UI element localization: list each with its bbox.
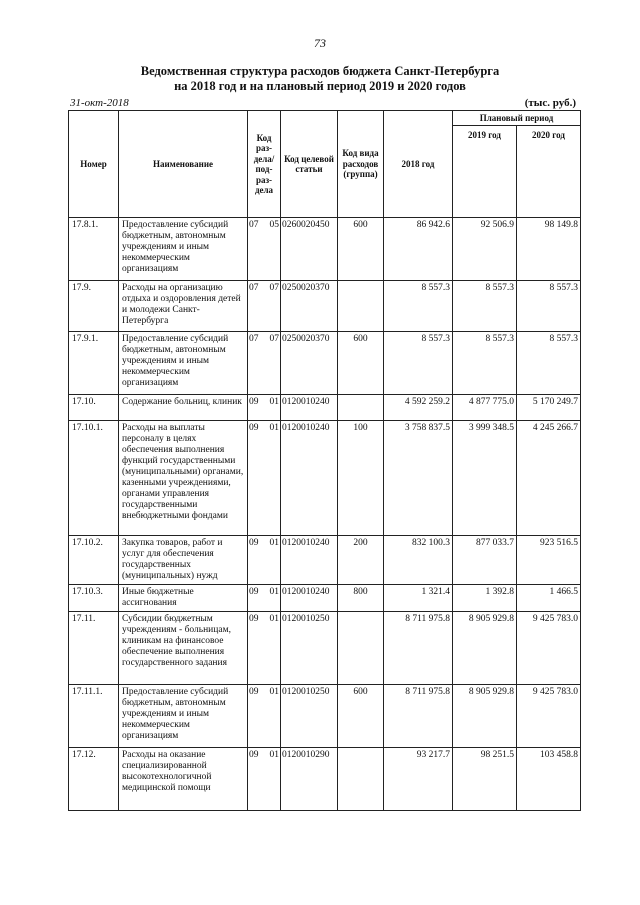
- document-title: [0, 64, 640, 94]
- row-amount-2020: 103 458.8: [517, 748, 581, 811]
- header-2018: 2018 год: [384, 111, 453, 218]
- table-row: [69, 536, 581, 585]
- row-section-code: [248, 395, 281, 421]
- row-section-code: [248, 536, 281, 585]
- row-section-code: [248, 421, 281, 536]
- row-type-code: 600: [338, 685, 384, 748]
- title-line-2: на 2018 год и на плановый период 2019 и 2020 годов: [174, 79, 466, 93]
- row-section-code: [248, 585, 281, 612]
- row-amount-2020: 923 516.5: [517, 536, 581, 585]
- row-amount-2020: 9 425 783.0: [517, 612, 581, 685]
- subsection-code: 01: [269, 397, 279, 407]
- table-row: [69, 395, 581, 421]
- row-section-code: [248, 685, 281, 748]
- row-amount-2019: 8 905 929.8: [453, 612, 517, 685]
- row-type-code: 600: [338, 332, 384, 395]
- row-number: 17.8.1.: [69, 218, 119, 281]
- subsection-code: 07: [269, 334, 279, 344]
- row-number: 17.10.3.: [69, 585, 119, 612]
- table-row: [69, 218, 581, 281]
- section-code: 09: [249, 614, 259, 624]
- row-number: 17.10.1.: [69, 421, 119, 536]
- row-amount-2018: 8 557.3: [384, 281, 453, 332]
- section-code: 09: [249, 397, 259, 407]
- row-number: 17.10.2.: [69, 536, 119, 585]
- subsection-code: 01: [269, 687, 279, 697]
- row-amount-2019: 3 999 348.5: [453, 421, 517, 536]
- row-target-code: 0260020450: [281, 218, 338, 281]
- row-amount-2020: 1 466.5: [517, 585, 581, 612]
- row-target-code: 0120010250: [281, 685, 338, 748]
- row-amount-2019: 1 392.8: [453, 585, 517, 612]
- table-row: [69, 585, 581, 612]
- header-target: Код целевой статьи: [281, 111, 338, 218]
- subsection-code: 07: [269, 283, 279, 293]
- row-target-code: 0120010240: [281, 536, 338, 585]
- table-row: [69, 612, 581, 685]
- row-name: Расходы на выплаты персоналу в целях обеспечения выполнения функций государственными (муниципальными) органами, казенными учреждениями, органами управления государственными внебюджетными фондами: [119, 421, 248, 536]
- row-name: Предоставление субсидий бюджетным, автономным учреждениям и иным некоммерческим организациям: [119, 218, 248, 281]
- table-row: [69, 685, 581, 748]
- row-number: 17.11.1.: [69, 685, 119, 748]
- row-amount-2020: 9 425 783.0: [517, 685, 581, 748]
- row-name: Закупка товаров, работ и услуг для обеспечения государственных (муниципальных) нужд: [119, 536, 248, 585]
- table-header-row: [69, 111, 581, 126]
- row-section-code: [248, 332, 281, 395]
- row-section-code: [248, 281, 281, 332]
- document-date: 31-окт-2018: [70, 97, 129, 109]
- table-row: [69, 421, 581, 536]
- header-2019: 2019 год: [453, 126, 517, 218]
- section-code: 07: [249, 334, 259, 344]
- row-amount-2020: 8 557.3: [517, 281, 581, 332]
- row-section-code: [248, 748, 281, 811]
- row-number: 17.9.: [69, 281, 119, 332]
- table-row: [69, 281, 581, 332]
- table-row: [69, 748, 581, 811]
- row-number: 17.12.: [69, 748, 119, 811]
- row-name: Расходы на оказание специализированной высокотехнологичной медицинской помощи: [119, 748, 248, 811]
- row-target-code: 0120010240: [281, 421, 338, 536]
- row-section-code: [248, 218, 281, 281]
- header-number: Номер: [69, 111, 119, 218]
- title-line-1: Ведомственная структура расходов бюджета Санкт-Петербурга: [140, 64, 500, 78]
- row-amount-2020: 5 170 249.7: [517, 395, 581, 421]
- budget-table: [68, 110, 581, 811]
- row-amount-2018: 8 557.3: [384, 332, 453, 395]
- row-amount-2018: 8 711 975.8: [384, 685, 453, 748]
- row-target-code: 0120010290: [281, 748, 338, 811]
- subsection-code: 05: [269, 220, 279, 230]
- row-amount-2019: 8 557.3: [453, 332, 517, 395]
- section-code: 07: [249, 220, 259, 230]
- units-label: (тыс. руб.): [524, 97, 576, 109]
- subsection-code: 01: [269, 587, 279, 597]
- row-name: Предоставление субсидий бюджетным, автономным учреждениям и иным некоммерческим организациям: [119, 332, 248, 395]
- row-amount-2020: 4 245 266.7: [517, 421, 581, 536]
- header-type: Код вида расходов (группа): [338, 111, 384, 218]
- row-amount-2019: 4 877 775.0: [453, 395, 517, 421]
- row-amount-2018: 86 942.6: [384, 218, 453, 281]
- row-amount-2018: 3 758 837.5: [384, 421, 453, 536]
- section-code: 09: [249, 750, 259, 760]
- row-number: 17.11.: [69, 612, 119, 685]
- row-type-code: 200: [338, 536, 384, 585]
- row-name: Предоставление субсидий бюджетным, автономным учреждениям и иным некоммерческим организациям: [119, 685, 248, 748]
- subsection-code: 01: [269, 423, 279, 433]
- row-target-code: 0120010240: [281, 395, 338, 421]
- row-number: 17.9.1.: [69, 332, 119, 395]
- row-amount-2019: 877 033.7: [453, 536, 517, 585]
- row-type-code: [338, 281, 384, 332]
- subsection-code: 01: [269, 614, 279, 624]
- row-section-code: [248, 612, 281, 685]
- row-amount-2018: 4 592 259.2: [384, 395, 453, 421]
- section-code: 09: [249, 687, 259, 697]
- row-amount-2019: 98 251.5: [453, 748, 517, 811]
- row-name: Иные бюджетные ассигнования: [119, 585, 248, 612]
- row-amount-2020: 8 557.3: [517, 332, 581, 395]
- row-type-code: [338, 748, 384, 811]
- header-planned-period: Плановый период: [453, 111, 581, 126]
- row-name: Субсидии бюджетным учреждениям - больницам, клиникам на финансовое обеспечение выполнения государственного задания: [119, 612, 248, 685]
- row-amount-2020: 98 149.8: [517, 218, 581, 281]
- header-name: Наименование: [119, 111, 248, 218]
- row-target-code: 0250020370: [281, 332, 338, 395]
- row-amount-2018: 8 711 975.8: [384, 612, 453, 685]
- page-number: 73: [314, 36, 326, 50]
- subsection-code: 01: [269, 538, 279, 548]
- row-number: 17.10.: [69, 395, 119, 421]
- row-target-code: 0250020370: [281, 281, 338, 332]
- row-amount-2018: 832 100.3: [384, 536, 453, 585]
- row-target-code: 0120010250: [281, 612, 338, 685]
- row-type-code: [338, 395, 384, 421]
- section-code: 09: [249, 538, 259, 548]
- row-amount-2019: 8 905 929.8: [453, 685, 517, 748]
- row-type-code: 600: [338, 218, 384, 281]
- table-row: [69, 332, 581, 395]
- row-type-code: 800: [338, 585, 384, 612]
- row-amount-2018: 93 217.7: [384, 748, 453, 811]
- section-code: 07: [249, 283, 259, 293]
- subsection-code: 01: [269, 750, 279, 760]
- header-2020: 2020 год: [517, 126, 581, 218]
- section-code: 09: [249, 423, 259, 433]
- row-target-code: 0120010240: [281, 585, 338, 612]
- row-amount-2019: 92 506.9: [453, 218, 517, 281]
- row-amount-2018: 1 321.4: [384, 585, 453, 612]
- row-name: Расходы на организацию отдыха и оздоровления детей и молодежи Санкт-Петербурга: [119, 281, 248, 332]
- row-type-code: [338, 612, 384, 685]
- row-amount-2019: 8 557.3: [453, 281, 517, 332]
- row-type-code: 100: [338, 421, 384, 536]
- section-code: 09: [249, 587, 259, 597]
- row-name: Содержание больниц, клиник: [119, 395, 248, 421]
- header-section: Код раз- дела/ под- раз- дела: [248, 111, 281, 218]
